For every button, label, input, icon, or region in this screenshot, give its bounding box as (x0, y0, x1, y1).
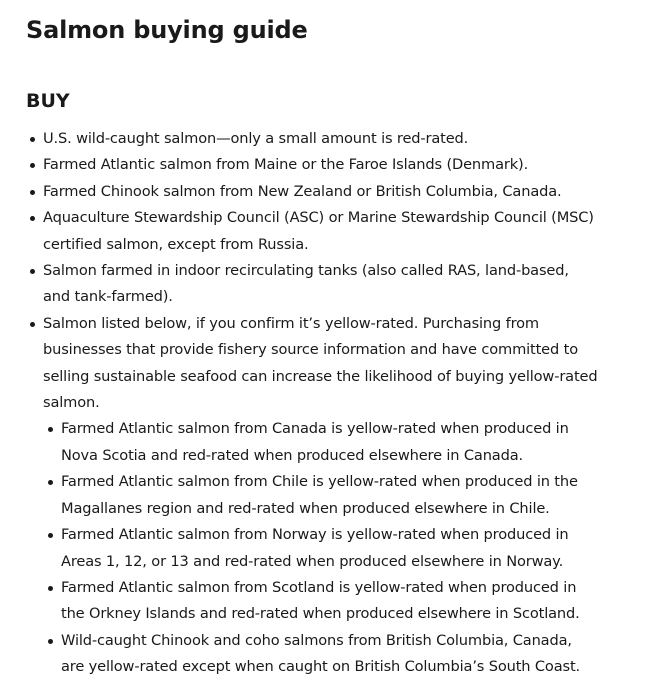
sub-list-item (43, 416, 636, 469)
list-item (26, 311, 636, 681)
list-item-text: businesses that provide fishery source information and have committed to (43, 341, 578, 359)
sub-list-item-text: are yellow-rated except when caught on British Columbia’s South Coast. (61, 658, 581, 676)
sub-list-item-text: Areas 1, 12, or 13 and red-rated when produced elsewhere in Norway. (61, 552, 564, 570)
sub-list-item (43, 469, 636, 522)
list-item-text: selling sustainable seafood can increase the likelihood of buying yellow-rated (43, 367, 598, 385)
list-item (26, 179, 636, 205)
sub-list-item (43, 522, 636, 575)
list-item-text: certified salmon, except from Russia. (43, 235, 309, 253)
list-item (26, 126, 636, 152)
sub-list-item-text: Nova Scotia and red-rated when produced elsewhere in Canada. (61, 446, 523, 464)
section-heading-buy: BUY (26, 90, 70, 112)
sub-list-item-text: Magallanes region and red-rated when produced elsewhere in Chile. (61, 499, 550, 517)
sub-list-item-text: Wild-caught Chinook and coho salmons from British Columbia, Canada, (61, 631, 572, 649)
list-item-text: Aquaculture Stewardship Council (ASC) or Marine Stewardship Council (MSC) (43, 209, 594, 227)
sub-list-item-text: Farmed Atlantic salmon from Canada is yellow-rated when produced in (61, 420, 569, 438)
list-item (26, 205, 636, 258)
list-item-text: Salmon farmed in indoor recirculating tanks (also called RAS, land-based, (43, 262, 569, 280)
list-item-text: salmon. (43, 394, 100, 412)
sub-list-item-text: Farmed Atlantic salmon from Norway is yellow-rated when produced in (61, 526, 569, 544)
list-item-text: Salmon listed below, if you confirm it’s yellow-rated. Purchasing from (43, 314, 539, 332)
list-item (26, 152, 636, 178)
list-item-text: Farmed Atlantic salmon from Maine or the Faroe Islands (Denmark). (43, 156, 529, 174)
list-item-text: U.S. wild-caught salmon—only a small amount is red-rated. (43, 130, 469, 147)
list-item-text: and tank-farmed). (43, 288, 173, 306)
sub-list (43, 416, 636, 680)
sub-list-item (43, 575, 636, 628)
buy-list (26, 126, 636, 681)
sub-list-item-text: Farmed Atlantic salmon from Chile is yellow-rated when produced in the (61, 473, 578, 491)
sub-list-item-text: Farmed Atlantic salmon from Scotland is yellow-rated when produced in (61, 578, 577, 596)
page-title: Salmon buying guide (26, 16, 308, 44)
sub-list-item-text: the Orkney Islands and red-rated when produced elsewhere in Scotland. (61, 605, 580, 623)
list-item-text: Farmed Chinook salmon from New Zealand or British Columbia, Canada. (43, 182, 562, 200)
list-item (26, 258, 636, 311)
sub-list-item (43, 628, 636, 681)
